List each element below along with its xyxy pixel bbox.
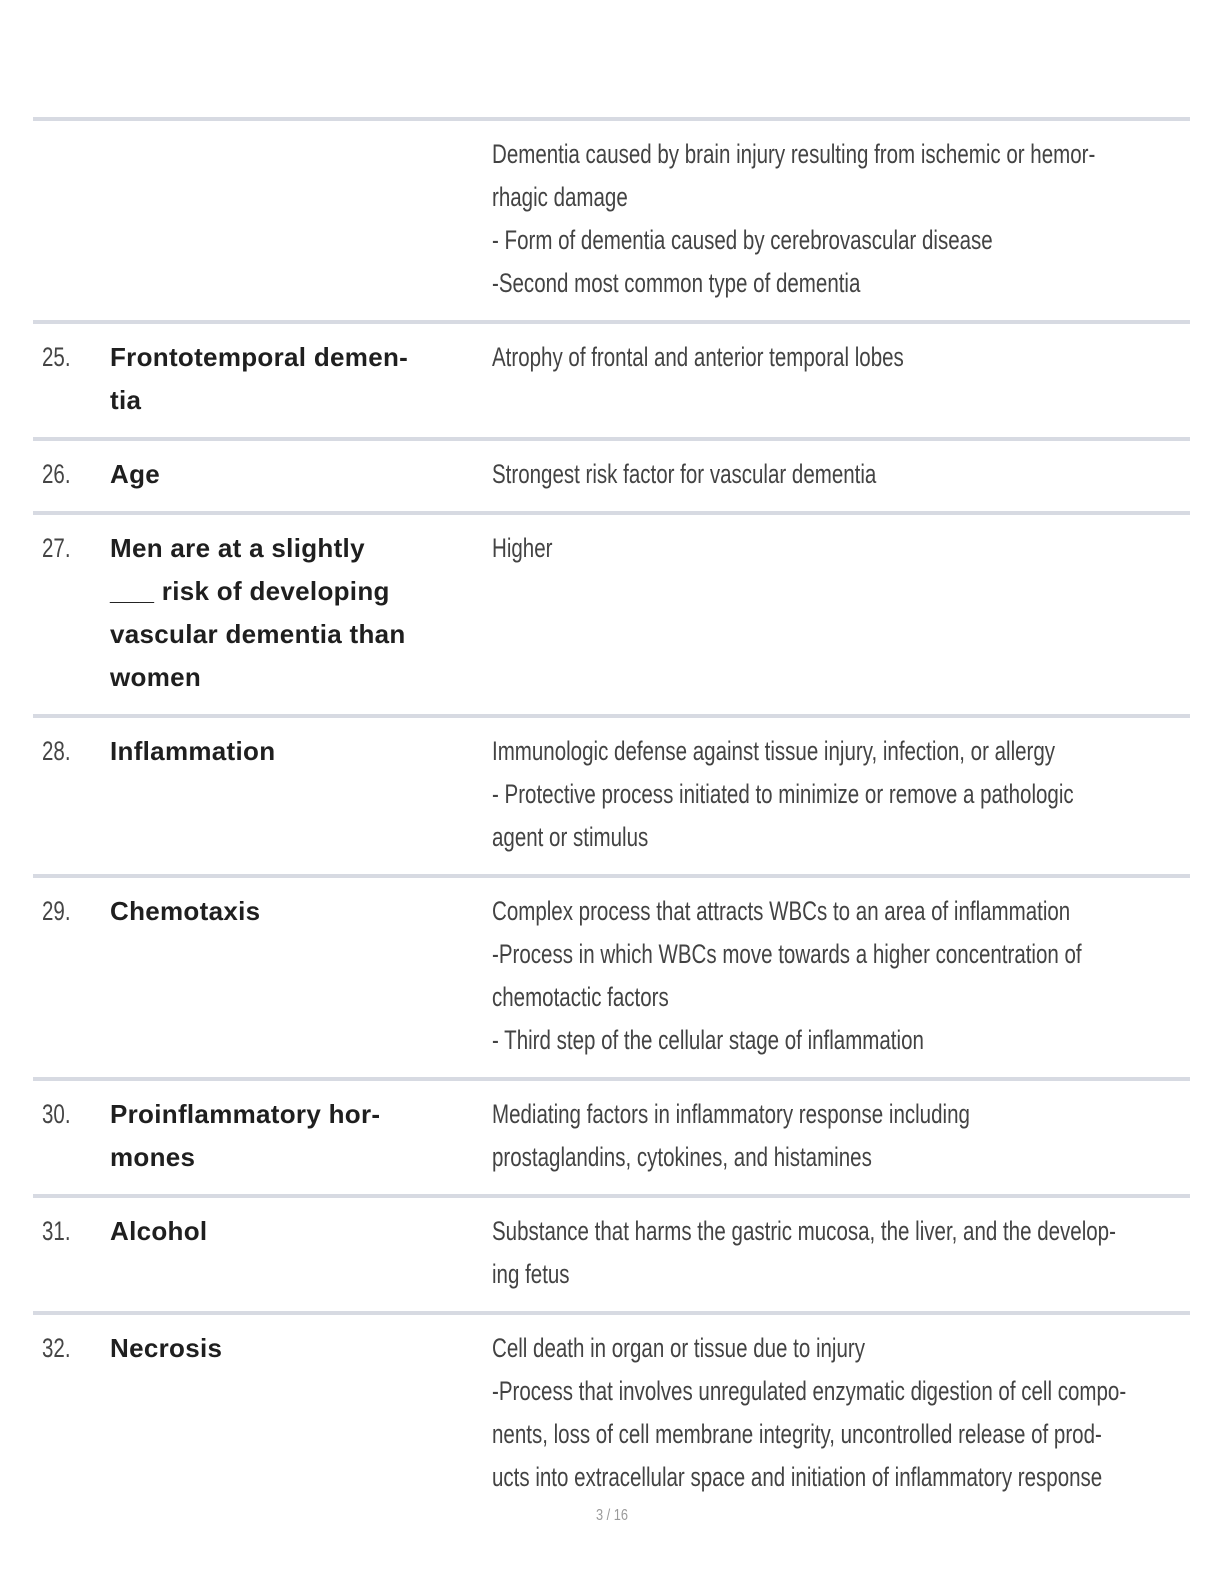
definition-line: ing fetus — [492, 1259, 570, 1289]
term-line: Frontotemporal demen- — [110, 342, 409, 372]
term-number: 26. — [42, 459, 71, 489]
term-number-cell — [33, 1327, 110, 1499]
definition-text — [492, 453, 1190, 496]
page-number: 3 / 16 — [595, 1507, 629, 1524]
term-number: 25. — [42, 342, 71, 372]
table-row — [33, 320, 1190, 437]
definition-line: prostaglandins, cytokines, and histamines — [492, 1142, 872, 1172]
definition-line: Substance that harms the gastric mucosa, the liver, and the develop- — [492, 1216, 1116, 1246]
table-row — [33, 714, 1190, 874]
term-number-cell — [33, 890, 110, 1062]
definition-line: nents, loss of cell membrane integrity, uncontrolled release of prod- — [492, 1419, 1102, 1449]
definition-text — [492, 336, 1190, 379]
definition-text — [492, 1327, 1190, 1499]
term-number: 27. — [42, 533, 71, 563]
term-line: Proinflammatory hor- — [110, 1099, 381, 1129]
definition-cell — [492, 1210, 1190, 1296]
term-line: Chemotaxis — [110, 896, 261, 926]
term-number-cell — [33, 1093, 110, 1179]
definition-line: chemotactic factors — [492, 982, 669, 1012]
table-row — [33, 874, 1190, 1077]
definition-line: -Process that involves unregulated enzymatic digestion of cell compo- — [492, 1376, 1127, 1406]
term-number-cell — [33, 133, 110, 305]
term-line: Inflammation — [110, 736, 276, 766]
term-line: ___ risk of developing — [110, 576, 390, 606]
definition-line: - Protective process initiated to minimize or remove a pathologic — [492, 779, 1074, 809]
term-number: 29. — [42, 896, 71, 926]
definition-text — [492, 527, 1190, 570]
definition-cell — [492, 730, 1190, 859]
term-text — [110, 1327, 492, 1499]
term-number-cell — [33, 1210, 110, 1296]
definition-text — [492, 890, 1190, 1062]
definition-line: Immunologic defense against tissue injury, infection, or allergy — [492, 736, 1056, 766]
term-line: vascular dementia than — [110, 619, 406, 649]
definition-line: ucts into extracellular space and initiation of inflammatory response — [492, 1462, 1103, 1492]
definition-text — [492, 133, 1190, 305]
term-text — [110, 730, 492, 859]
definition-text — [492, 730, 1190, 859]
definition-text — [492, 1093, 1190, 1179]
definition-cell — [492, 527, 1190, 699]
term-number-cell — [33, 730, 110, 859]
definition-cell — [492, 133, 1190, 305]
definition-cell — [492, 1093, 1190, 1179]
term-text — [110, 527, 492, 699]
term-number-cell — [33, 336, 110, 422]
term-number: 32. — [42, 1333, 71, 1363]
definition-line: Cell death in organ or tissue due to injury — [492, 1333, 866, 1363]
term-text — [110, 890, 492, 1062]
definition-cell — [492, 453, 1190, 496]
term-number: 28. — [42, 736, 71, 766]
term-number: 30. — [42, 1099, 71, 1129]
definition-line: Complex process that attracts WBCs to an area of inflammation — [492, 896, 1071, 926]
definition-text — [492, 1210, 1190, 1296]
term-number-cell — [33, 527, 110, 699]
term-number: 31. — [42, 1216, 71, 1246]
term-text — [110, 1210, 492, 1296]
definition-line: Atrophy of frontal and anterior temporal lobes — [492, 342, 904, 372]
terms-table — [33, 117, 1190, 1514]
term-text — [110, 1093, 492, 1179]
term-line: Men are at a slightly — [110, 533, 365, 563]
term-line: Alcohol — [110, 1216, 208, 1246]
definition-line: -Process in which WBCs move towards a higher concentration of — [492, 939, 1082, 969]
definition-line: Dementia caused by brain injury resulting from ischemic or hemor- — [492, 139, 1096, 169]
term-line: mones — [110, 1142, 196, 1172]
table-row — [33, 1077, 1190, 1194]
definition-cell — [492, 336, 1190, 422]
term-line: tia — [110, 385, 142, 415]
definition-line: rhagic damage — [492, 182, 628, 212]
table-row — [33, 511, 1190, 714]
definition-cell — [492, 890, 1190, 1062]
definition-line: Strongest risk factor for vascular dementia — [492, 459, 877, 489]
definition-line: agent or stimulus — [492, 822, 649, 852]
definition-line: Higher — [492, 533, 553, 563]
table-row — [33, 1194, 1190, 1311]
term-line: Necrosis — [110, 1333, 223, 1363]
definition-line: -Second most common type of dementia — [492, 268, 861, 298]
page-footer — [0, 1506, 1224, 1526]
definition-line: - Form of dementia caused by cerebrovascular disease — [492, 225, 993, 255]
term-text — [110, 453, 492, 496]
term-number-cell — [33, 453, 110, 496]
term-line: Age — [110, 459, 161, 489]
definition-line: - Third step of the cellular stage of inflammation — [492, 1025, 924, 1055]
term-text — [110, 336, 492, 422]
table-row — [33, 1311, 1190, 1514]
term-text — [110, 133, 492, 305]
table-row — [33, 117, 1190, 320]
table-row — [33, 437, 1190, 511]
term-line: women — [110, 662, 202, 692]
definition-cell — [492, 1327, 1190, 1499]
definition-line: Mediating factors in inflammatory response including — [492, 1099, 970, 1129]
